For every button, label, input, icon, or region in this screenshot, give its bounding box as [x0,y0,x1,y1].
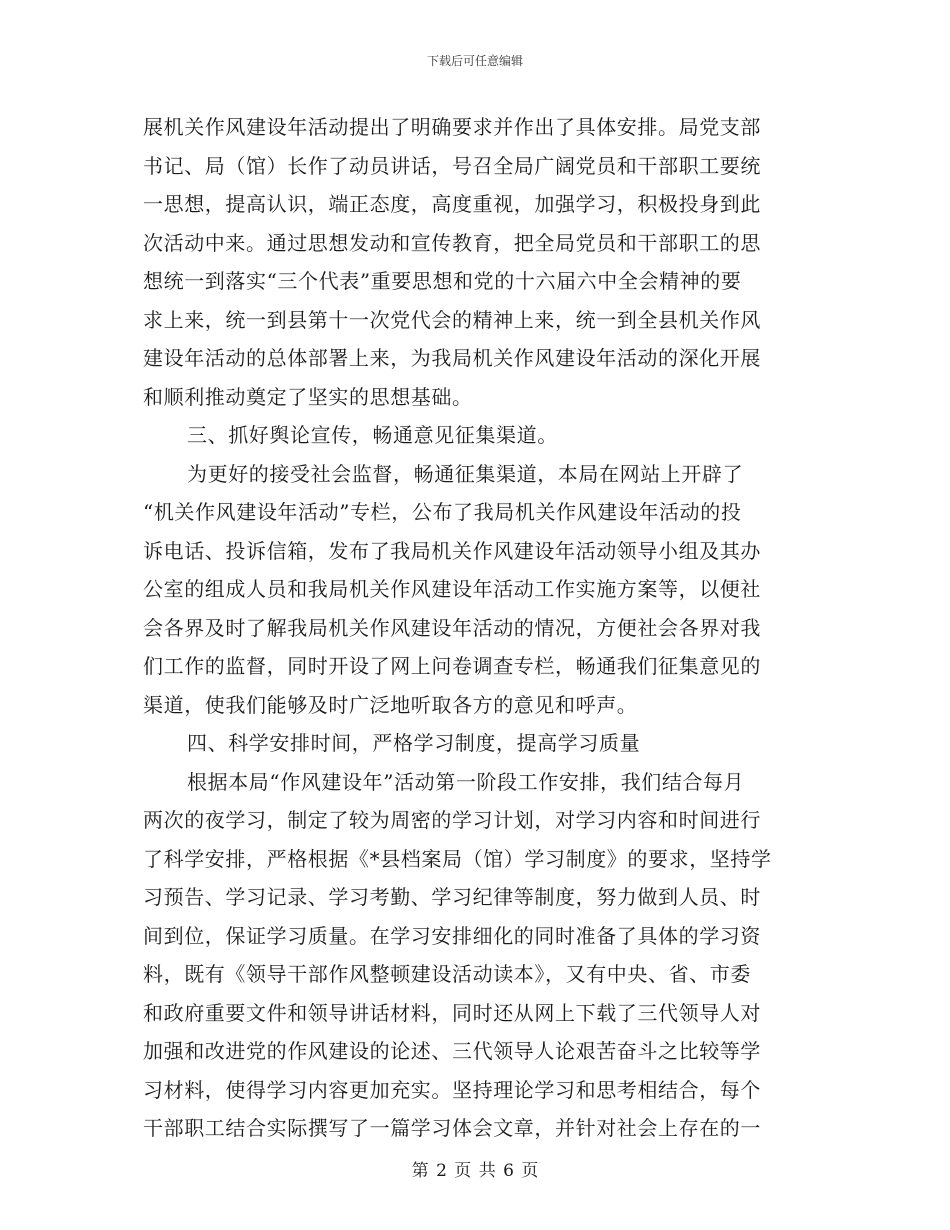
body-line: 和顺利推动奠定了坚实的思想基础。 [143,384,473,409]
body-line: 求上来，统一到县第十一次党代会的精神上来，统一到全县机关作风 [143,307,761,332]
body-line: 加强和改进党的作风建设的论述、三代领导人论艰苦奋斗之比较等学 [143,1039,761,1063]
paragraph-first-line: 根据本局“作风建设年”活动第一阶段工作安排，我们结合每月 [187,769,745,794]
body-line: 和政府重要文件和领导讲话材料，同时还从网上下载了三代领导人对 [143,1000,761,1025]
body-line: “机关作风建设年活动”专栏，公布了我局机关作风建设年活动的投 [143,500,742,524]
body-line: 次活动中来。通过思想发动和宣传教育，把全局党员和干部职工的思 [143,230,761,255]
body-line: 书记、局（馆）长作了动员讲话，号召全局广阔党员和干部职工要统 [143,153,761,178]
paragraph-first-line: 为更好的接受社会监督，畅通征集渠道，本局在网站上开辟了 [187,461,744,486]
body-line: 习材料，使得学习内容更加充实。坚持理论学习和思考相结合，每个 [143,1077,761,1102]
body-line: 两次的夜学习，制定了较为周密的学习计划，对学习内容和时间进行 [143,808,761,832]
body-line: 习预告、学习记录、学习考勤、学习纪律等制度，努力做到人员、时 [143,885,761,909]
body-line: 建设年活动的总体部署上来，为我局机关作风建设年活动的深化开展 [143,346,761,370]
body-line: 会各界及时了解我局机关作风建设年活动的情况，方便社会各界对我 [143,615,761,640]
body-line: 公室的组成人员和我局机关作风建设年活动工作实施方案等，以便社 [143,577,761,601]
page-number-footer: 第 2 页 共 6 页 [411,1161,539,1181]
body-line: 了科学安排，严格根据《*县档案局（馆）学习制度》的要求，坚持学 [143,846,772,871]
body-line: 诉电话、投诉信箱，发布了我局机关作风建设年活动领导小组及其办 [143,538,761,563]
page-header: 下载后可任意编辑 [426,54,523,68]
body-line: 间到位，保证学习质量。在学习安排细化的同时准备了具体的学习资 [143,923,761,948]
body-line: 干部职工结合实际撰写了一篇学习体会文章，并针对社会上存在的一 [143,1116,761,1140]
section-heading: 四、科学安排时间，严格学习制度，提高学习质量 [187,731,641,755]
body-line: 想统一到落实“三个代表”重要思想和党的十六届六中全会精神的要 [143,269,742,293]
body-line: 展机关作风建设年活动提出了明确要求并作出了具体安排。局党支部 [143,115,761,139]
section-heading: 三、抓好舆论宣传，畅通意见征集渠道。 [187,423,558,447]
document-body [143,108,803,1148]
body-line: 渠道，使我们能够及时广泛地听取各方的意见和呼声。 [143,692,638,717]
body-line: 一思想，提高认识，端正态度，高度重视，加强学习，积极投身到此 [143,192,761,216]
body-line: 料，既有《领导干部作风整顿建设活动读本》，又有中央、省、市委 [143,962,751,986]
body-line: 们工作的监督，同时开设了网上问卷调查专栏，畅通我们征集意见的 [143,654,761,678]
